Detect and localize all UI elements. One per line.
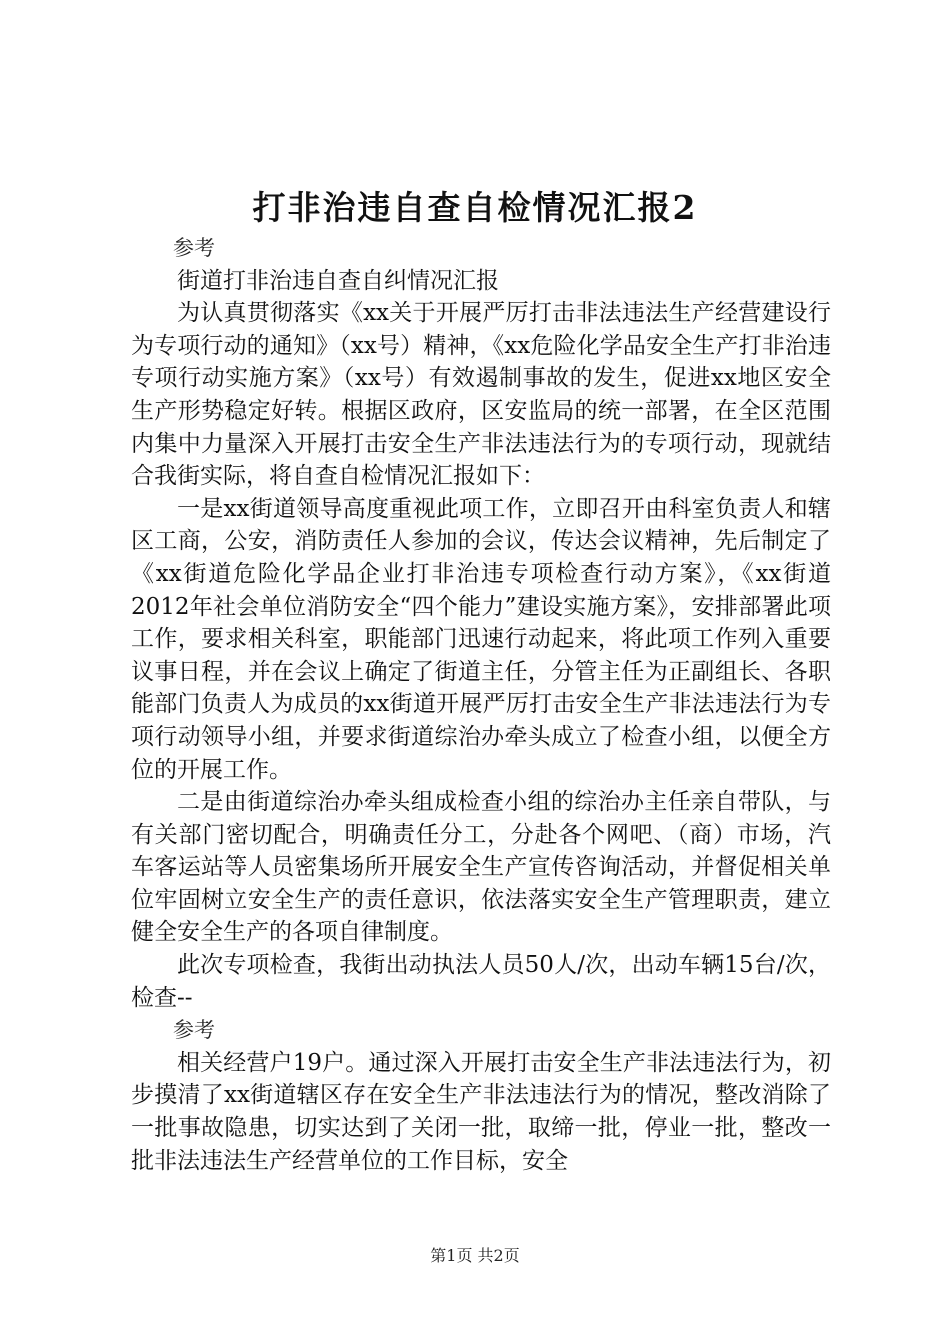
paragraph-second-point: 二是由街道综治办牵头组成检查小组的综治办主任亲自带队，与有关部门密切配合，明确责任分工，分赴各个网吧、（商）市场，汽车客运站等人员密集场所开展安全生产宣传咨询活动，并督促相关单位牢固树立安全生产的责任意识，依法落实安全生产管理职责，建立健全安全生产的各项自律制度。 [131,789,831,946]
document-title: 打非治违自查自检情况汇报2 [252,188,698,227]
document-body [131,232,831,1177]
report-subtitle: 街道打非治违自查自纠情况汇报 [177,267,499,294]
paragraph-first-point: 一是xx街道领导高度重视此项工作，立即召开由科室负责人和辖区工商，公安，消防责任人参加的会议，传达会议精神，先后制定了《xx街道危险化学品企业打非治违专项检查行动方案》，《xx街道2012年社会单位消防安全“四个能力”建设实施方案》，安排部署此项工作，要求相关科室，职能部门迅速行动起来，将此项工作列入重要议事日程，并在会议上确定了街道主任，分管主任为正副组长、各职能部门负责人为成员的xx街道开展严厉打击安全生产非法违法行为专项行动领导小组，并要求街道综治办牵头成立了检查小组，以便全方位的开展工作。 [131,495,831,783]
paragraph-results: 相关经营户19户。通过深入开展打击安全生产非法违法行为，初步摸清了xx街道辖区存在安全生产非法违法行为的情况，整改消除了一批事故隐患，切实达到了关闭一批，取缔一批，停业一批，整改一批非法违法生产经营单位的工作目标，安全 [131,1049,831,1174]
paragraph-inspection-stats: 此次专项检查，我街出动执法人员50人/次，出动车辆15台/次，检查-- [131,952,831,1011]
page-footer: 第1页 共2页 [430,1246,520,1265]
reference-label: 参考 [173,236,215,260]
paragraph-intro: 为认真贯彻落实《xx关于开展严厉打击非法违法生产经营建设行为专项行动的通知》（xx号）精神，《xx危险化学品安全生产打非治违专项行动实施方案》（xx号）有效遏制事故的发生，促进xx地区安全生产形势稳定好转。根据区政府，区安监局的统一部署，在全区范围内集中力量深入开展打击安全生产非法违法行为的专项行动，现就结合我街实际，将自查自检情况汇报如下： [131,300,831,490]
reference-label: 参考 [173,1018,215,1043]
